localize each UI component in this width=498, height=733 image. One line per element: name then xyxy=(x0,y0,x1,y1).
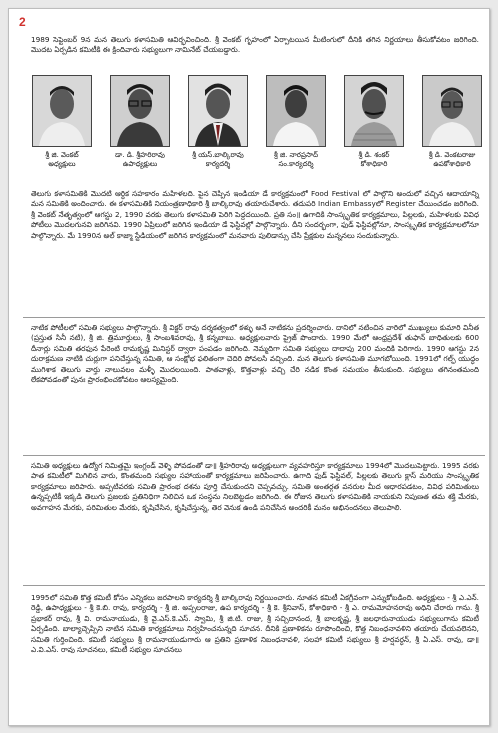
member-photo xyxy=(188,75,248,147)
document-page xyxy=(8,8,490,726)
section-divider xyxy=(23,455,485,456)
member-photo xyxy=(266,75,326,147)
member-role: ఉపకోశాధికారి xyxy=(433,160,471,168)
committee-member xyxy=(109,75,171,183)
member-role: కోశాధికారి xyxy=(360,160,388,168)
section-divider xyxy=(23,317,485,318)
committee-member xyxy=(265,75,327,183)
member-name: శ్రీ డి. శంకర్ xyxy=(358,151,390,159)
member-photo xyxy=(110,75,170,147)
section-divider xyxy=(23,585,485,586)
member-name: డా. డి. శ్రీహరిరావు xyxy=(115,151,165,159)
member-role: ఉపాధ్యక్షులు xyxy=(122,160,158,168)
paragraph-1: తెలుగు కళాసమితికి మొదటి ఆర్థిక సహకారం మహిళలది. పైన చెప్పిన ఇండియా డే కార్యక్రమంలో Food Festival లో పాల్గొని అందులో వచ్చిన ఆదాయాన్ని మన సమితికి అందించారు. ఈ కళాసమితికి నియంత్రణాధికారి శ్రీ బాల్కిరావు తయారుచేశారు. తదుపరి Indian Embassyలో Register చేయించడం జరిగింది. శ్రీ వెంకట్ నేతృత్వంలో ఆగస్టు 2, 1990 వరకు తెలుగు కళాసమితి పెరిగి పెద్దదయింది. ప్రతి సం॥ ఉగాదికి సాంస్కృతిక కార్యక్రమాలు, పిల్లలకు, మహిళలకు వివిధ పోటీలు మొదలగునవి జరిగినవి. 1990 ఏప్రిలులో జరిగిన ఇండియా డే ఫెస్టివల్లో పాల్గొన్నారు. దీని సందర్భంగా, ఫుడ్ ఫెస్టివల్లోనూ, సాంస్కృతిక కార్యక్రమాలలోనూ పాల్గొన్నారు. మే 1990న అల్ కాజ్మా స్టేడియంలో జరిగిన కార్యక్రమంలో మనవారు పులిడాన్సు చేసి ప్రేక్షకుల మన్ననలు సందుకున్నారు. xyxy=(31,189,479,240)
member-name: శ్రీ జి. నారప్రసాద్ xyxy=(273,151,319,159)
intro-paragraph: 1989 సెప్టెంబర్ 9న మన తెలుగు కళాసమితి ఆవిర్భవించింది. శ్రీ వెంకట్ గృహంలో ఏర్పాటయిన మీటింగులో దీనికి తగిన నిర్ణయాలు తీసుకోవటం జరిగింది. మొదట ఏర్పడిన కమిటీకి ఈ క్రిందివారు సభ్యులుగా నామినేట్ చేయబడ్డారు. xyxy=(31,35,479,55)
paragraph-2: నాటిక పోటీలలో సమితి సభ్యులు పాల్గొన్నారు. శ్రీ విక్టర్ రావు దర్శకత్వంలో కళ్ళు అనే నాటికను ప్రదర్శించారు. దానిలో నటించిన వారిలో ముఖ్యులు కుమారి వినీత (ప్రస్తుత సినీ నటి), శ్రీ జి. త్రిమూర్తులు, శ్రీ సాంబశివరావు, శ్రీ కన్నబాబు. అధ్యక్షులవారు ప్రైజ్ పొందారు. 1990 మేలో ఆంధ్రప్రదేశ్ తుఫాన్ బాధితులకు 600 దీనార్లు సమితి తరఫున పేరెంటి రామకృష్ణ మినిస్టర్ ద్వారా పంపడం జరిగింది. నెమ్మదిగా సమితి సభ్యులు దాదాపు 200 మందికి పెరిగారు. 1990 ఆగస్టు 2న దురాక్రమణ నాటికి చుర్లుగా పనిచేస్తున్న సమితి, ఆ సంక్షోభ ఫలితంగా చెదిరి పోవలసి వచ్చింది. మన తెలుగు కళాసమితి మూగబోయింది. 1991లో గల్ఫ్ యుద్ధం ముగిశాక తెలుగు వార్తు నాలువలం మళ్ళీ మొదలయింది. పాతవాళ్లు, కొత్తవాళ్లు వచ్చి చేరి నడిక కొంత సమయం తీసుకుంది. సభ్యులు తగినంతమంది లేకపోవడంతో పునః ప్రారంభించకోవటం ఆలస్యమైంది. xyxy=(31,323,479,385)
member-role: కార్యదర్శి xyxy=(205,160,231,168)
committee-member xyxy=(31,75,93,183)
committee-member xyxy=(187,75,249,183)
member-role: సం.కార్యదర్శి xyxy=(278,160,314,168)
committee-member xyxy=(421,75,483,183)
page-number: 2 xyxy=(19,15,26,29)
member-name: శ్రీ డి. వెంకటరాజు xyxy=(428,151,476,159)
member-name: శ్రీ జి. వెంకట్ xyxy=(45,151,79,159)
paragraph-3: సమితి అధ్యక్షులు ఉద్యోగ నిమిత్తమై ఇంగ్లండ్ వెళ్ళి పోవడంతో డా॥ శ్రీహరిరావు అధ్యక్షులుగా వ్యవహరిస్తూ కార్యక్రమాలు 1994లో మొదలుపెట్టారు. 1995 వరకు పాత కమిటీలో మిగిలిన వారు, కొంతమంది సభ్యుల సహాయంతో కార్యక్రమాలు జరిపించారు. ఉగాది ఫుడ్ ఫెస్టివల్, పిల్లలకు తెలుగు క్లాస్ మరియు సాంస్కృతిక కార్యక్రమాలు జరిపారు. అప్పటివరకు సమితి ప్రారంభ దశను పూర్తి చేసుకుందని చెప్పవచ్చు. సమితి అంతర్గత వనరుల మీద ఆధారపడటం, వివిధ పరిమితులు ఉన్నప్పటికీ ఇక్కడి తెలుగు ప్రజలకు ప్రతినిధిగా నిలిచిన ఒక సంస్థను నిలబెట్టడం జరిగింది. ఈ రోజున తెలుగు కళాసమితికి నాయకుని నిపుణత తమ శక్తి మేరకు, అవగాహన మేరకు, పరిమితుల మేరకు, కృషిచేసిన, కృషిచేస్తున్న, తెర వెనుక ఉండి పనిచేసిన అందరికీ మనం అభినందనలు తెలుపాలి. xyxy=(31,461,479,512)
committee-member xyxy=(343,75,405,183)
member-role: అధ్యక్షులు xyxy=(48,160,76,168)
member-photo xyxy=(422,75,482,147)
member-photo xyxy=(32,75,92,147)
member-photo xyxy=(344,75,404,147)
committee-photos xyxy=(31,75,476,183)
member-name: శ్రీ యస్.బాల్కిరావు xyxy=(192,151,244,159)
paragraph-4: 1995లో సమితి కొత్త కమిటీ కోసం ఎన్నికలు జరపాలని కార్యదర్శి శ్రీ బాల్కిరావు నిర్ణయించారు. నూతన కమిటీ ఏకగ్రీవంగా ఎన్నుకోబడింది. అధ్యక్షులు - శ్రీ ఎ.ఎన్. రెడ్డి, ఉపాధ్యక్షులు - శ్రీ కె.బి. రావు, కార్యదర్శి - శ్రీ జి. అప్పలరాజు, ఉప కార్యదర్శి - శ్రీ కె. శ్రీనివాస్, కోశాధికారి - శ్రీ ఎ. రామమోహనరావు అధిని చేరారు గాను. శ్రీ ప్రభాకర్ రావు, శ్రీ వి. రామనాయుడు, శ్రీ వై.ఎస్.కె.ఎస్. స్వామి, శ్రీ జి.టి. రాజు, శ్రీ సచ్చిదానంద, శ్రీ బాలకృష్ణ, శ్రీ జలధారునాయుడు సభ్యులుగాను కమిటీ ఏర్పడింది. బాల్యాచ్చెప్పిని నాటిన సమితి కార్యక్రమాలు నిర్వహించనున్నది సూచన. దీనికి ప్రణాళికను రూపొందించి, కొత్త నిబంధనావళిని తయారు చేయవలెనని, సమితి గుర్తించింది. కమిటీ సభ్యులు శ్రీ రామనాయుడుగారు ఆ ప్రతిని ప్రణాళిక నిబంధనావళి, సలహా కమిటీ సభ్యులు శ్రీ హర్షవర్ధన్, శ్రీ ఏ.ఎస్. రావు, డా॥ ఎ.వి.ఎస్. రావు సూచనలు, కమిటీ సభ్యుల సూచనలు xyxy=(31,593,479,655)
